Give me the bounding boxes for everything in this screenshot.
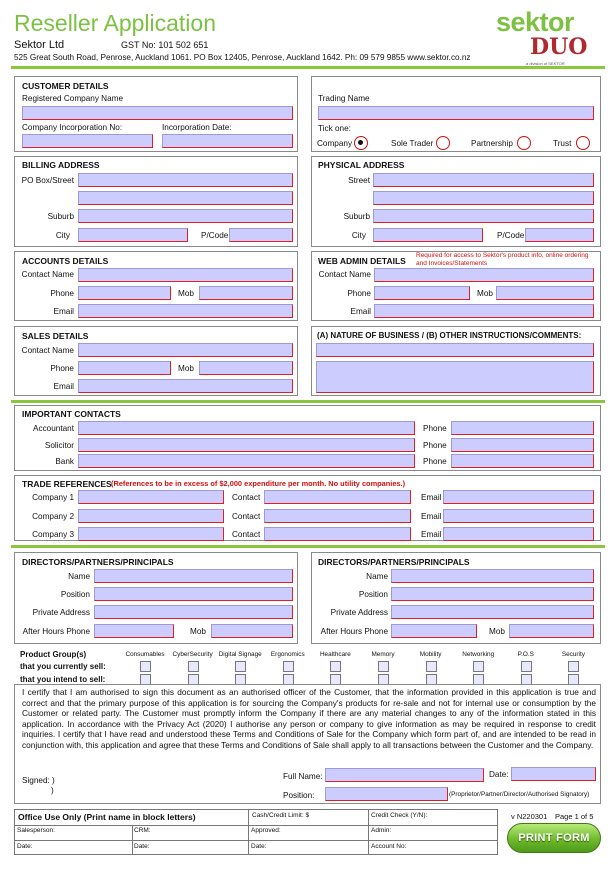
nature-a-field[interactable] [316, 343, 594, 357]
dl-position-field[interactable] [94, 587, 293, 601]
reg-name-label: Registered Company Name [22, 94, 124, 103]
accountant-phone-label: Phone [423, 424, 447, 433]
dr-mob-label: Mob [489, 627, 505, 636]
accounts-email-field[interactable] [78, 304, 293, 318]
billing-city-label: City [55, 231, 70, 240]
office-date-3: Date: [251, 843, 267, 850]
dl-mob-field[interactable] [211, 624, 293, 638]
directors-left-heading: DIRECTORS/PARTNERS/PRINCIPALS [22, 557, 174, 567]
dl-mob-label: Mob [190, 627, 206, 636]
print-form-button[interactable]: PRINT FORM [507, 823, 601, 853]
logo-duo: DUO [530, 34, 588, 60]
trading-label: Trading Name [318, 94, 370, 103]
section-divider-1 [11, 400, 605, 403]
fullname-field[interactable] [325, 768, 484, 782]
dr-address-label: Private Address [330, 608, 388, 617]
dr-position-label: Position [358, 590, 388, 599]
trade-c1-contact-field[interactable] [264, 490, 411, 504]
dl-address-field[interactable] [94, 605, 293, 619]
trading-field[interactable] [318, 106, 594, 120]
form-title: Reseller Application [14, 10, 217, 36]
product-current-checkbox[interactable] [235, 661, 246, 672]
accounts-contact-label: Contact Name [21, 270, 74, 279]
dr-ahp-label: After Hours Phone [320, 627, 388, 636]
opt-trust-label: Trust [553, 139, 572, 148]
admin-label: Admin: [371, 827, 392, 834]
trade-note: (References to be in excess of $2,000 expenditure per month. No utility companies.) [111, 479, 406, 488]
product-current-checkbox[interactable] [188, 661, 199, 672]
inc-no-label: Company Incorporation No: [22, 123, 123, 132]
sales-contact-label: Contact Name [21, 346, 74, 355]
trade-c3-email-label: Email [421, 530, 442, 539]
solicitor-field[interactable] [78, 438, 415, 452]
solicitor-phone-label: Phone [423, 441, 447, 450]
company-address: 525 Great South Road, Penrose, Auckland 1061. PO Box 12405, Penrose, Auckland 1642. Ph: 09 579 9855 www.sektor.co.nz [14, 53, 471, 62]
billing-po-label: PO Box/Street [21, 176, 74, 185]
product-current-checkbox[interactable] [330, 661, 341, 672]
trade-c1-label: Company 1 [32, 493, 74, 502]
approved-label: Approved: [251, 827, 281, 834]
sales-contact-field[interactable] [78, 343, 293, 357]
product-current-checkbox[interactable] [283, 661, 294, 672]
opt-sole-label: Sole Trader [391, 139, 434, 148]
product-current-checkbox[interactable] [426, 661, 437, 672]
billing-suburb-field[interactable] [78, 209, 293, 223]
customer-heading: CUSTOMER DETAILS [22, 81, 109, 91]
directors-right-heading: DIRECTORS/PARTNERS/PRINCIPALS [318, 557, 470, 567]
cash-limit-label: Cash/Credit Limit: $ [252, 812, 310, 819]
trade-c2-email-field[interactable] [443, 509, 594, 523]
billing-po-field[interactable] [78, 173, 293, 187]
product-group-label: Healthcare [319, 651, 351, 658]
signed-paren: ) [51, 786, 54, 795]
accounts-phone-label: Phone [50, 289, 74, 298]
webadmin-phone-field[interactable] [374, 286, 470, 300]
product-group-label: Memory [371, 651, 395, 658]
inc-no-field[interactable] [22, 134, 153, 148]
account-no-label: Account No: [371, 843, 407, 850]
dl-ahp-field[interactable] [94, 624, 174, 638]
dl-address-label: Private Address [32, 608, 90, 617]
logo-tagline: a division of SEKTOR [526, 61, 565, 66]
dr-name-label: Name [366, 572, 388, 581]
accountant-phone-field[interactable] [451, 421, 594, 435]
billing-heading: BILLING ADDRESS [22, 160, 100, 170]
physical-street2-field[interactable] [373, 191, 594, 205]
product-groups-label: Product Group(s) [20, 650, 87, 659]
webadmin-mob-field[interactable] [496, 286, 594, 300]
trade-c2-email-label: Email [421, 512, 442, 521]
product-group-label: P.O.S [517, 651, 534, 658]
dl-position-label: Position [60, 590, 90, 599]
product-group-label: Mobility [419, 651, 442, 658]
logo-wordmark: sektor [496, 7, 575, 37]
bank-field[interactable] [78, 454, 415, 468]
trade-c1-email-field[interactable] [443, 490, 594, 504]
accounts-email-label: Email [53, 307, 74, 316]
accounts-phone-field[interactable] [78, 286, 171, 300]
product-current-checkbox[interactable] [568, 661, 579, 672]
accounts-mob-label: Mob [178, 289, 194, 298]
cert-date-label: Date: [489, 770, 509, 779]
product-group-label: Ergonomics [270, 651, 305, 658]
opt-partner-label: Partnership [471, 139, 513, 148]
tick-label: Tick one: [318, 124, 351, 133]
billing-suburb-label: Suburb [47, 212, 74, 221]
physical-street-label: Street [348, 176, 370, 185]
inc-date-field[interactable] [162, 134, 293, 148]
trade-c3-email-field[interactable] [443, 527, 594, 541]
sales-phone-label: Phone [50, 364, 74, 373]
trade-c2-contact-field[interactable] [264, 509, 411, 523]
product-group-label: Digital Signage [218, 651, 262, 658]
sales-heading: SALES DETAILS [22, 331, 89, 341]
webadmin-email-field[interactable] [374, 304, 594, 318]
dr-ahp-field[interactable] [391, 624, 477, 638]
bank-label: Bank [55, 457, 74, 466]
company-radio[interactable] [354, 136, 368, 150]
sales-email-label: Email [53, 382, 74, 391]
trade-c1-contact-label: Contact [232, 493, 261, 502]
solicitor-label: Solicitor [44, 441, 74, 450]
physical-pcode-label: P/Code [497, 231, 525, 240]
product-current-checkbox[interactable] [473, 661, 484, 672]
product-current-checkbox[interactable] [378, 661, 389, 672]
partnership-radio[interactable] [517, 136, 531, 150]
office-date-2: Date: [134, 843, 150, 850]
billing-pcode-field[interactable] [229, 228, 293, 242]
physical-city-label: City [351, 231, 366, 240]
physical-suburb-label: Suburb [343, 212, 370, 221]
salesperson-label: Salesperson: [17, 827, 55, 834]
trade-heading: TRADE REFERENCES [22, 479, 112, 489]
opt-company-label: Company [317, 139, 353, 148]
physical-heading: PHYSICAL ADDRESS [318, 160, 405, 170]
inc-date-label: Incorporation Date: [162, 123, 232, 132]
physical-street-field[interactable] [373, 173, 594, 187]
webadmin-contact-label: Contact Name [318, 270, 371, 279]
webadmin-heading: WEB ADMIN DETAILS [318, 256, 406, 266]
products-current-label: that you currently sell: [20, 662, 106, 671]
product-group-label: Consumables [125, 651, 165, 658]
nature-heading: (A) NATURE OF BUSINESS / (B) OTHER INSTRUCTIONS/COMMENTS: [317, 331, 582, 340]
billing-pcode-label: P/Code [201, 231, 229, 240]
office-heading: Office Use Only (Print name in block letters) [18, 812, 196, 822]
trade-c2-contact-label: Contact [232, 512, 261, 521]
dr-position-field[interactable] [391, 587, 594, 601]
bank-phone-field[interactable] [451, 454, 594, 468]
webadmin-phone-label: Phone [347, 289, 371, 298]
physical-pcode-field[interactable] [525, 228, 594, 242]
trade-c1-email-label: Email [421, 493, 442, 502]
dl-name-field[interactable] [94, 569, 293, 583]
product-group-label: Networking [462, 651, 495, 658]
dl-name-label: Name [68, 572, 90, 581]
trade-c3-contact-label: Contact [232, 530, 261, 539]
fullname-label: Full Name: [283, 772, 323, 781]
sales-email-field[interactable] [78, 379, 293, 393]
cert-position-field[interactable] [325, 787, 448, 801]
sales-phone-field[interactable] [78, 361, 171, 375]
cert-date-field[interactable] [511, 767, 596, 781]
reg-name-field[interactable] [22, 106, 293, 120]
trade-c3-contact-field[interactable] [264, 527, 411, 541]
product-group-label: CyberSecurity [172, 651, 213, 658]
billing-po2-field[interactable] [78, 191, 293, 205]
webadmin-contact-field[interactable] [374, 268, 594, 282]
sales-mob-label: Mob [178, 364, 194, 373]
cert-position-note: (Proprietor/Partner/Director/Authorised Signatory) [449, 791, 590, 798]
company-name: Sektor Ltd [14, 39, 65, 51]
accounts-mob-field[interactable] [199, 286, 293, 300]
office-date-1: Date: [17, 843, 33, 850]
trade-c2-field[interactable] [78, 509, 224, 523]
trade-c3-field[interactable] [78, 527, 224, 541]
dr-mob-field[interactable] [509, 624, 594, 638]
accountant-label: Accountant [33, 424, 74, 433]
cert-position-label: Position: [283, 791, 315, 800]
accounts-heading: ACCOUNTS DETAILS [22, 256, 109, 266]
webadmin-email-label: Email [350, 307, 371, 316]
webadmin-mob-label: Mob [477, 289, 493, 298]
signed-label: Signed: ) [22, 776, 55, 785]
sole-trader-radio[interactable] [436, 136, 450, 150]
trade-c3-label: Company 3 [32, 530, 74, 539]
trade-c2-label: Company 2 [32, 512, 74, 521]
crm-label: CRM: [134, 827, 151, 834]
sales-mob-field[interactable] [199, 361, 293, 375]
version-text: v N220301 [511, 812, 548, 821]
trade-c1-field[interactable] [78, 490, 224, 504]
header-divider [11, 66, 605, 69]
products-intend-label: that you intend to sell: [20, 675, 106, 684]
credit-check-label: Credit Check (Y/N): [371, 812, 428, 819]
nature-b-field[interactable] [316, 361, 594, 393]
page-number: Page 1 of 5 [555, 812, 594, 821]
webadmin-note: Required for access to Sektor's product info, online ordering and Invoices/Statements [416, 252, 589, 267]
important-heading: IMPORTANT CONTACTS [22, 409, 121, 419]
sektor-logo [496, 8, 600, 70]
product-current-checkbox[interactable] [140, 661, 151, 672]
section-divider-2 [11, 545, 605, 548]
certification-text: I certify that I am authorised to sign this document as an authorised officer of the Customer, that the information provided in this application is true and correct and that the primary purpose of this application is for sourcing the Company's products for re-sale and not for internal use or consumption by the Customer or related party. The Customer must promptly inform the Company if there are any material changes to any of the information stated in this application. In accordance with the Privacy Act (2020) I authorise any person or company to give information as may be required in response to credit inquiries. I certify that I have read and understood these Terms and Conditions of Sale for the Company which form part of, and are intended to be read in conjunction with, this application and agree that these Terms and Conditions of Sale shall apply to all transactions between the Customer and the Company. [22, 687, 596, 750]
physical-suburb-field[interactable] [373, 209, 594, 223]
dl-ahp-label: After Hours Phone [22, 627, 90, 636]
product-group-label: Security [561, 651, 585, 658]
billing-city-field[interactable] [78, 228, 188, 242]
dr-name-field[interactable] [391, 569, 594, 583]
product-current-checkbox[interactable] [521, 661, 532, 672]
physical-city-field[interactable] [373, 228, 483, 242]
gst-number: GST No: 101 502 651 [121, 40, 209, 50]
solicitor-phone-field[interactable] [451, 438, 594, 452]
accountant-field[interactable] [78, 421, 415, 435]
accounts-contact-field[interactable] [78, 268, 293, 282]
dr-address-field[interactable] [391, 605, 594, 619]
bank-phone-label: Phone [423, 457, 447, 466]
trust-radio[interactable] [576, 136, 590, 150]
